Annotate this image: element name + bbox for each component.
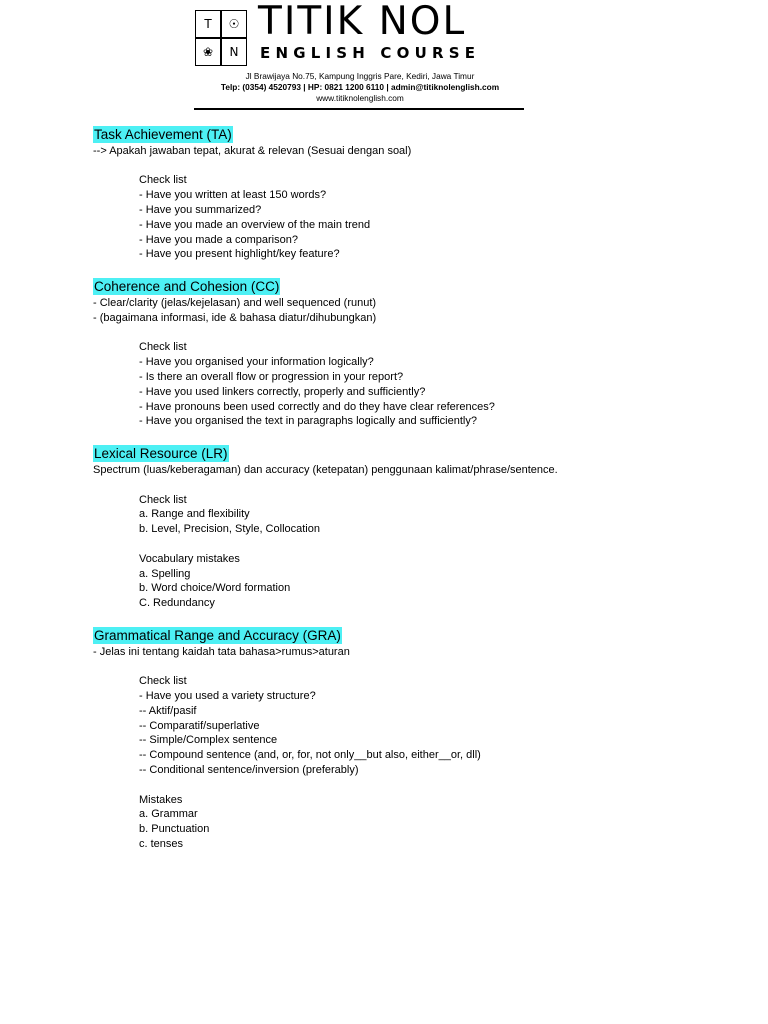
- list-item: - Have you used a variety structure?: [139, 690, 316, 703]
- blank-line: [93, 478, 558, 493]
- list-item: - Have you made an overview of the main trend: [139, 218, 371, 231]
- section-intro-line: - Jelas ini tentang kaidah tata bahasa>rumus>aturan: [93, 645, 350, 658]
- section-heading-row: [93, 627, 558, 645]
- list-title: Check list: [139, 675, 187, 688]
- phone-line: Telp: (0354) 4520793 | HP: 0821 1200 6110 | admin@titiknolenglish.com: [220, 82, 500, 92]
- blank-line: [93, 326, 558, 341]
- list-item: C. Redundancy: [139, 597, 215, 610]
- section-heading: Grammatical Range and Accuracy (GRA): [94, 627, 341, 643]
- list-item: -- Simple/Complex sentence: [139, 734, 278, 747]
- list-item: b. Punctuation: [139, 823, 210, 836]
- list-item: b. Word choice/Word formation: [139, 582, 291, 595]
- section-heading-row: [93, 445, 558, 463]
- brand-title: TITIK NOL: [258, 0, 467, 44]
- list-item: a. Spelling: [139, 567, 191, 580]
- list-item: - Have you made a comparison?: [139, 233, 298, 246]
- section-heading-row: [93, 278, 558, 296]
- list-item: - Have pronouns been used correctly and do they have clear references?: [139, 400, 495, 413]
- logo-cell-t: T: [204, 17, 212, 31]
- blank-line: [93, 660, 558, 675]
- section-heading: Task Achievement (TA): [94, 127, 232, 142]
- logo-cell-flame-icon: ❀: [202, 45, 214, 59]
- blank-line: [93, 778, 558, 793]
- list-item: a. Range and flexibility: [139, 508, 250, 521]
- list-title: Check list: [139, 493, 187, 506]
- brand-subtitle: ENGLISH COURSE: [260, 44, 481, 62]
- list-item: c. tenses: [139, 838, 184, 851]
- list-item: - Have you used linkers correctly, properly and sufficiently?: [139, 385, 426, 398]
- section-gap: [93, 611, 558, 627]
- section-intro-line: --> Apakah jawaban tepat, akurat & relevan (Sesuai dengan soal): [93, 144, 412, 157]
- website: www.titiknolenglish.com: [316, 93, 404, 103]
- section-intro-line: Spectrum (luas/keberagaman) dan accuracy (ketepatan) penggunaan kalimat/phrase/sentence.: [93, 463, 558, 476]
- logo-cell-n: N: [229, 45, 239, 59]
- list-item: - Have you summarized?: [139, 203, 262, 216]
- letterhead: [194, 0, 526, 110]
- section-intro-line: - Clear/clarity (jelas/kejelasan) and well sequenced (runut): [93, 296, 377, 309]
- list-item: - Have you written at least 150 words?: [139, 189, 327, 202]
- header-divider: [194, 108, 524, 110]
- list-item: - Have you present highlight/key feature?: [139, 248, 340, 261]
- list-item: -- Conditional sentence/inversion (preferably): [139, 764, 359, 777]
- list-item: -- Aktif/pasif: [139, 704, 197, 717]
- logo: [195, 10, 247, 66]
- list-item: -- Comparatif/superlative: [139, 719, 260, 732]
- blank-line: [93, 159, 558, 174]
- section-gap: [93, 262, 558, 278]
- section-heading: Coherence and Cohesion (CC): [94, 279, 280, 295]
- section-heading-row: [93, 126, 558, 144]
- list-item: - Have you organised the text in paragraphs logically and sufficiently?: [139, 415, 477, 428]
- section-intro-line: - (bagaimana informasi, ide & bahasa diatur/dihubungkan): [93, 311, 377, 324]
- section-gap: [93, 429, 558, 445]
- logo-cell-face-icon: ☉: [228, 17, 240, 31]
- section-heading: Lexical Resource (LR): [94, 446, 228, 462]
- list-title: Mistakes: [139, 793, 183, 806]
- list-title: Check list: [139, 174, 187, 187]
- list-item: - Have you organised your information logically?: [139, 356, 374, 369]
- list-title: Check list: [139, 341, 187, 354]
- blank-line: [93, 537, 558, 552]
- list-title: Vocabulary mistakes: [139, 552, 240, 565]
- list-item: -- Compound sentence (and, or, for, not only__but also, either__or, dll): [139, 749, 481, 762]
- list-item: a. Grammar: [139, 808, 198, 821]
- list-item: - Is there an overall flow or progression in your report?: [139, 370, 404, 383]
- document-body: [93, 126, 558, 852]
- list-item: b. Level, Precision, Style, Collocation: [139, 523, 320, 536]
- address: Jl Brawijaya No.75, Kampung Inggris Pare, Kediri, Jawa Timur: [245, 71, 475, 81]
